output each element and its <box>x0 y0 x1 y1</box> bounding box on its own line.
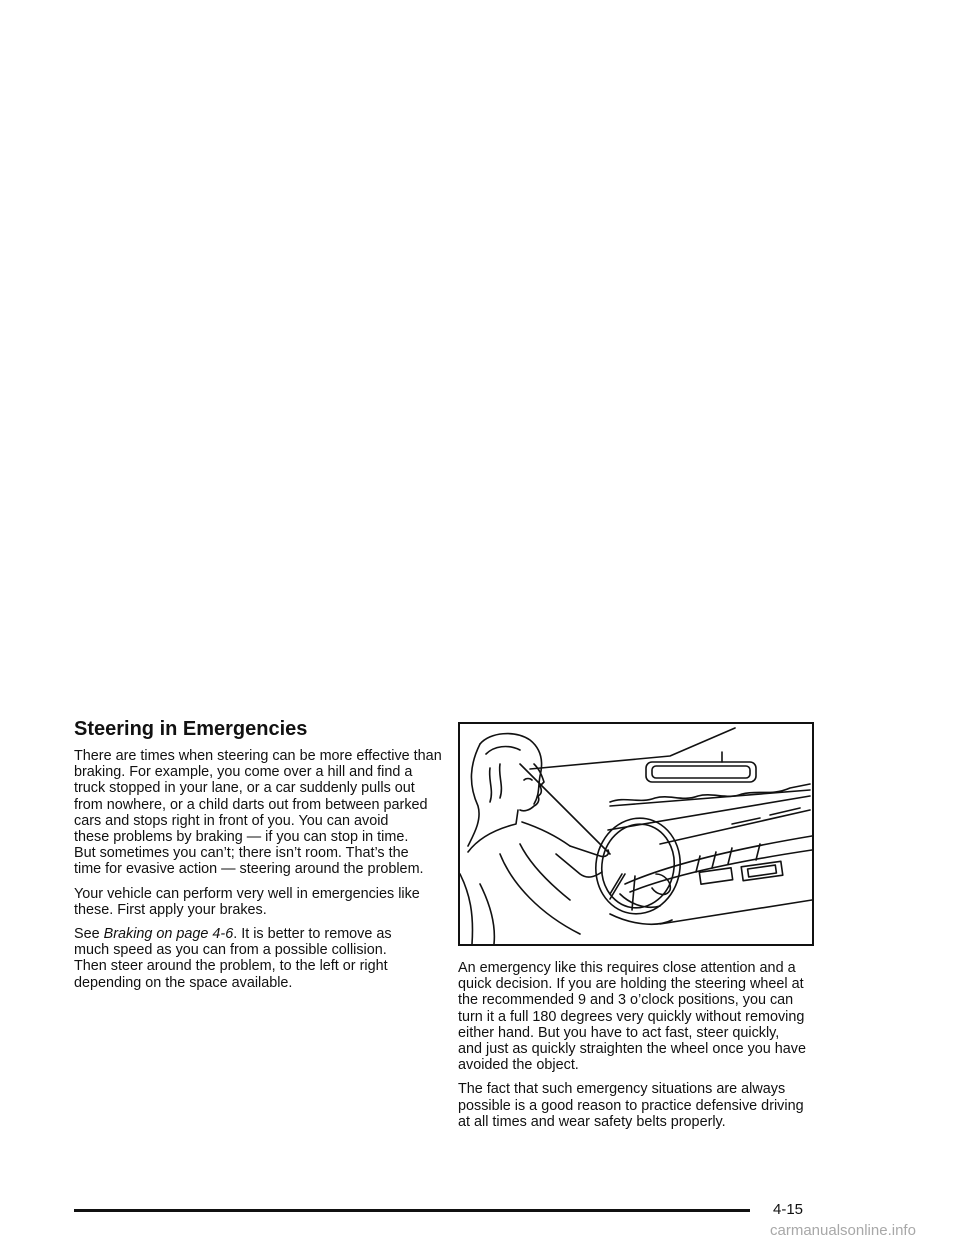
text-line: depending on the space available. <box>74 974 293 991</box>
text-line: either hand. But you have to act fast, steer quickly, <box>458 1024 780 1041</box>
paragraph-defensive-driving <box>458 1081 818 1130</box>
text-line <box>74 926 444 942</box>
text-line: braking. For example, you come over a hill and find a <box>74 764 413 781</box>
text-line: time for evasive action — steering around the problem. <box>74 861 424 878</box>
paragraph-see-braking <box>74 926 444 991</box>
text-line: An emergency like this requires close attention and a <box>458 960 796 976</box>
footer-divider <box>74 1209 750 1212</box>
text-line: these. First apply your brakes. <box>74 901 267 918</box>
text-line: the recommended 9 and 3 o’clock positions, you can <box>458 992 794 1009</box>
left-column <box>74 748 444 999</box>
text-line: truck stopped in your lane, or a car suddenly pulls out <box>74 780 415 797</box>
text-line: and just as quickly straighten the wheel once you have <box>458 1041 806 1058</box>
right-column <box>458 960 818 1138</box>
text-line: cars and stops right in front of you. You can avoid <box>74 812 389 829</box>
watermark: carmanualsonline.info <box>770 1222 916 1239</box>
text-after-reference: . It is better to remove as <box>233 926 392 943</box>
text-line: much speed as you can from a possible collision. <box>74 942 387 959</box>
text-line: Then steer around the problem, to the left or right <box>74 958 388 975</box>
text-line: Your vehicle can perform very well in emergencies like <box>74 885 420 902</box>
text-line: these problems by braking — if you can stop in time. <box>74 829 409 846</box>
paragraph-hand-position <box>458 960 818 1073</box>
text-line: turn it a full 180 degrees very quickly without removing <box>458 1008 805 1025</box>
text-line: avoided the object. <box>458 1057 579 1074</box>
text-line: from nowhere, or a child darts out from between parked <box>74 796 428 813</box>
text-line: quick decision. If you are holding the steering wheel at <box>458 976 804 993</box>
text-line: possible is a good reason to practice defensive driving <box>458 1097 804 1114</box>
text-line: The fact that such emergency situations are always <box>458 1081 786 1098</box>
text-line: But sometimes you can’t; there isn’t room. That’s the <box>74 845 409 862</box>
text-line: There are times when steering can be more effective than <box>74 748 442 764</box>
driver-steering-illustration <box>458 722 814 946</box>
see-text: See <box>74 926 100 943</box>
text-line: at all times and wear safety belts properly. <box>458 1113 726 1130</box>
braking-cross-reference-link[interactable]: Braking on page 4-6 <box>103 926 234 943</box>
paragraph-steering-vs-braking <box>74 748 444 878</box>
section-heading: Steering in Emergencies <box>74 718 308 740</box>
driver-steering-icon <box>460 724 812 944</box>
page-number: 4-15 <box>773 1201 804 1218</box>
paragraph-apply-brakes <box>74 886 444 918</box>
